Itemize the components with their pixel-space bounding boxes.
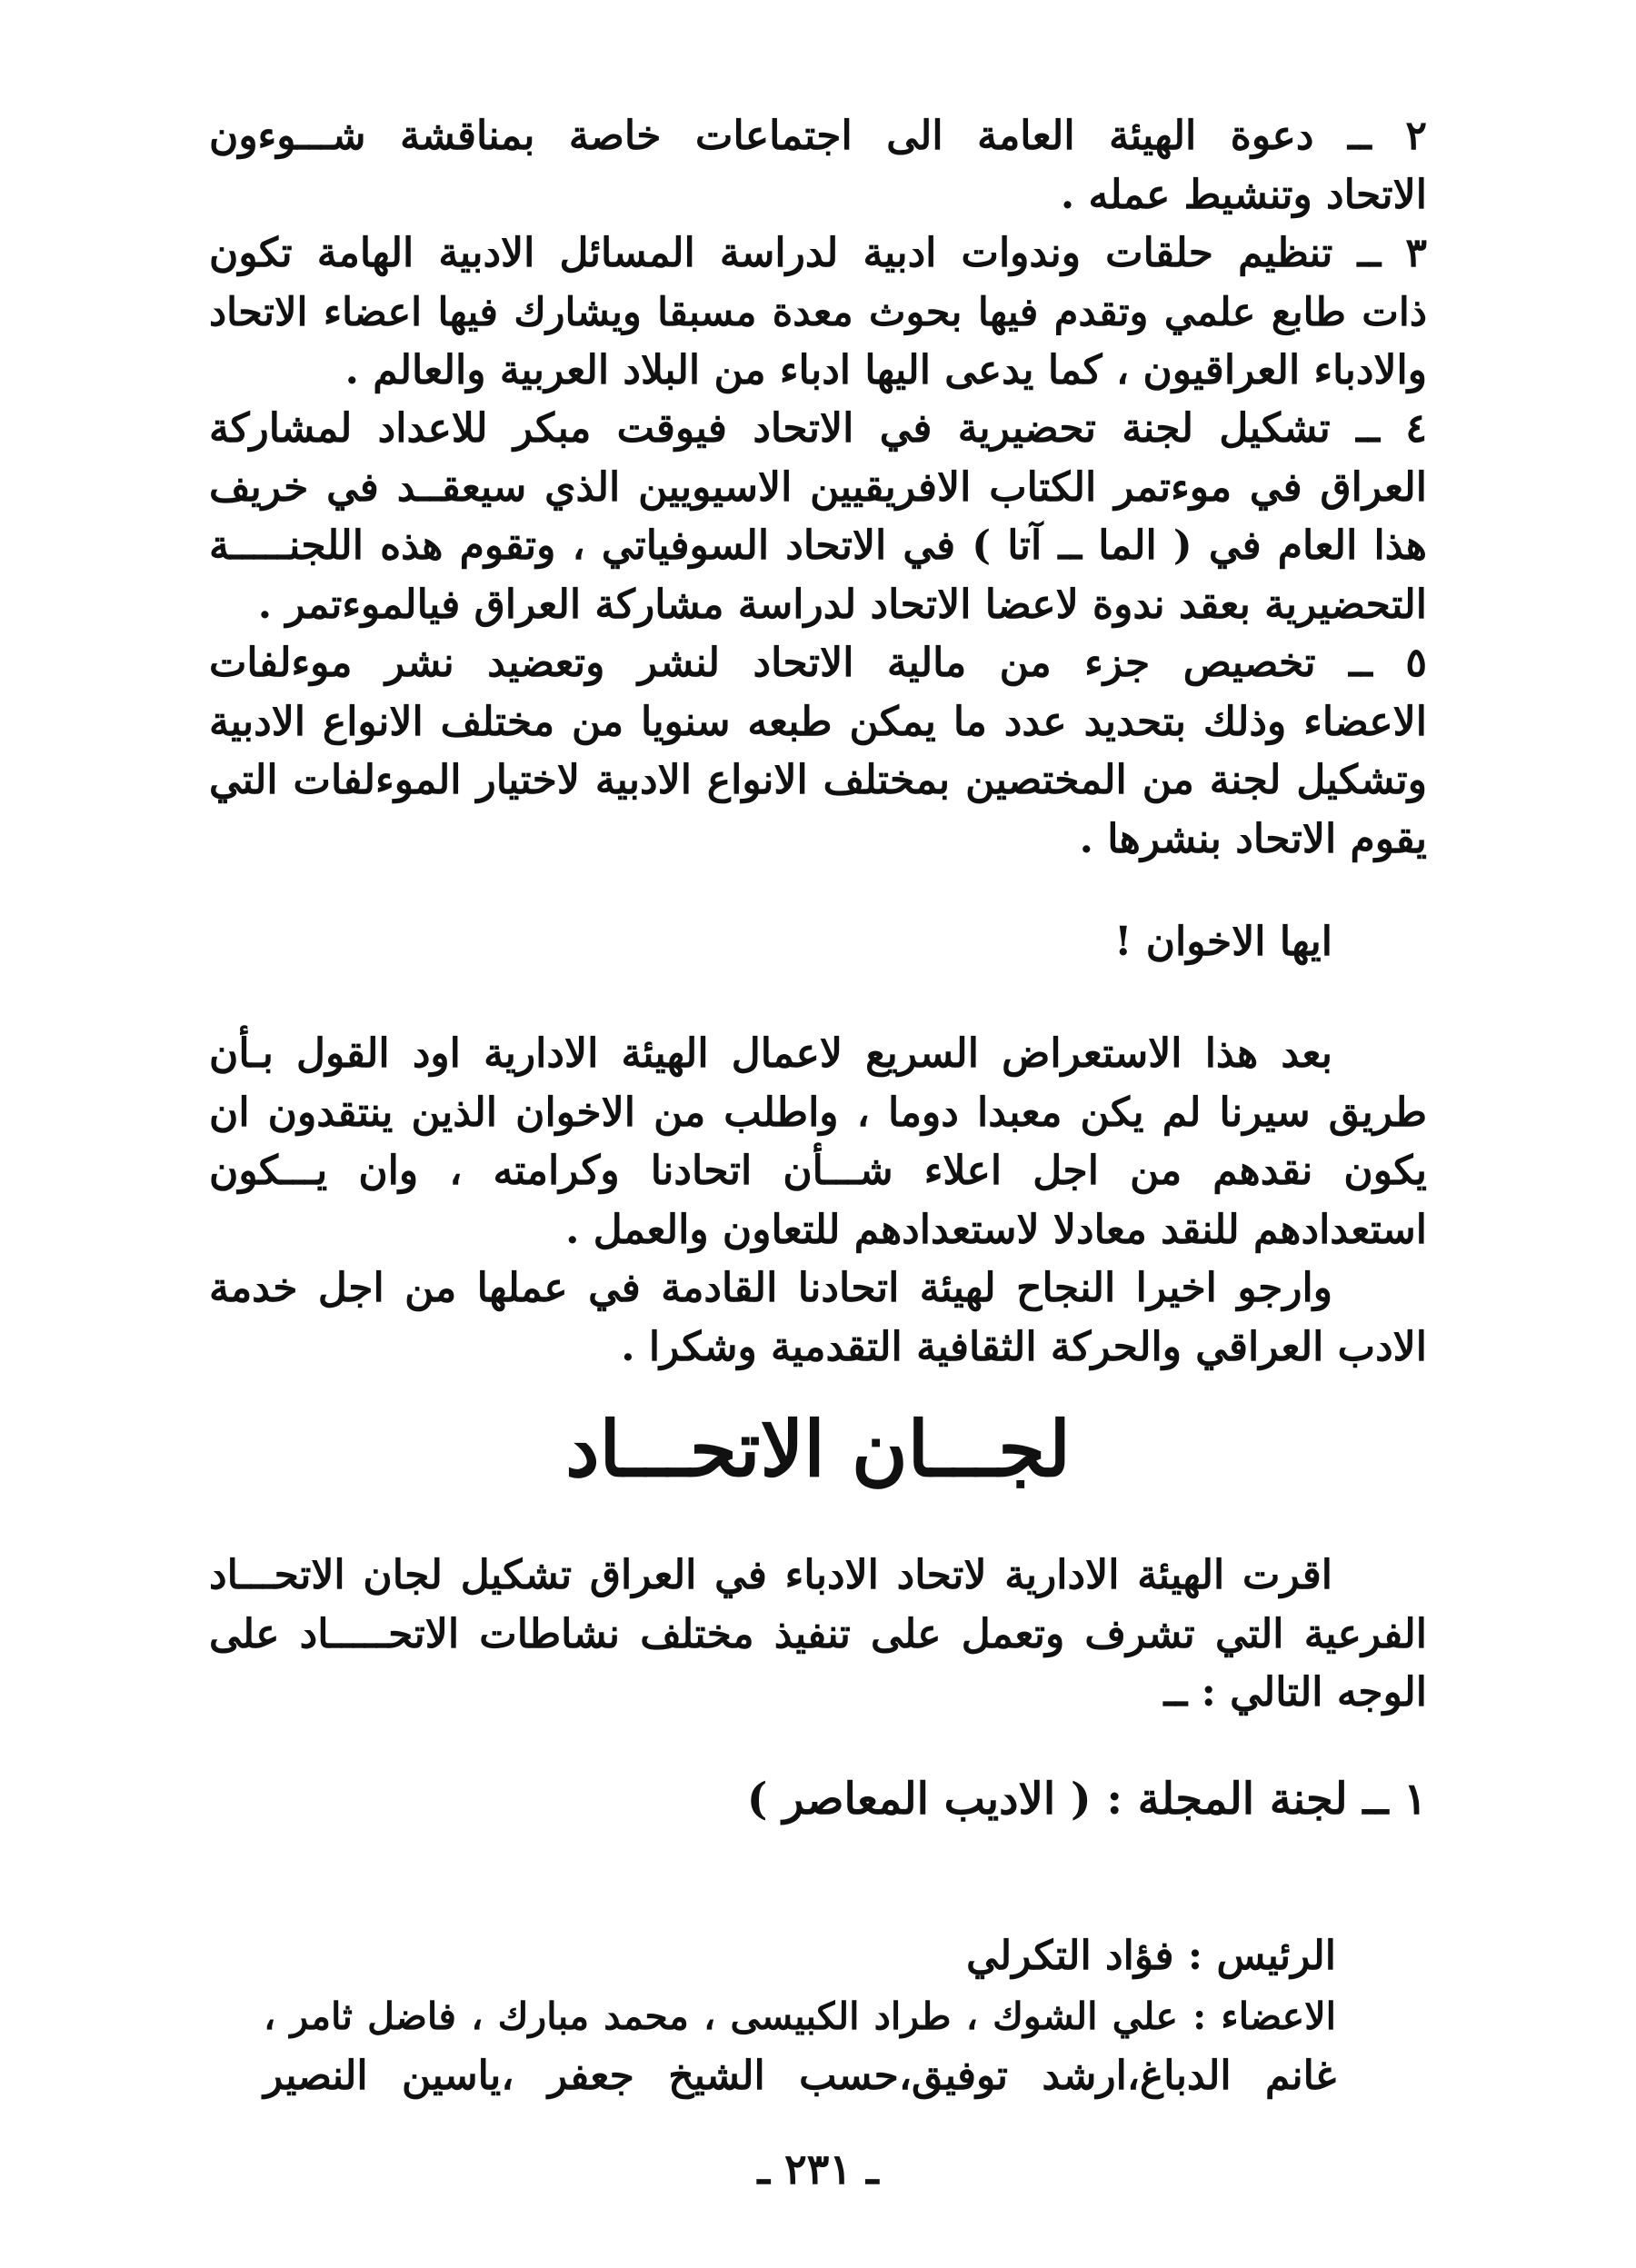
text-line: ذات طابع علمي وتقدم فيها بحوث معدة مسبقا ويشارك فيها اعضاء الاتحاد (209, 289, 1427, 335)
text-line: ٥ ــ تخصيص جزء من مالية الاتحاد لنشر وتعضيد نشر موءلفات (209, 640, 1427, 686)
point-5 (209, 634, 1427, 869)
committee-chair: الرئيس : فؤاد التكرلي (966, 1933, 1336, 1979)
text-line: بعد هذا الاستعراض السريع لاعمال الهيئة الادارية اود القول بـأن (209, 1030, 1332, 1077)
text-line: ٣ ــ تنظيم حلقات وندوات ادبية لدراسة المسائل الادبية الهامة تكون (209, 230, 1427, 276)
committee-title: ١ ــ لجنة المجلة : ( الاديب المعاصر ) (746, 1774, 1427, 1825)
text-line: الفرعية التي تشرف وتعمل على تنفيذ مختلف نشاطات الاتحـــــاد على (209, 1610, 1427, 1657)
text-line: استعدادهم للنقد معادلا لاستعدادهم للتعاون والعمل . (565, 1206, 1427, 1253)
text-line: الادب العراقي والحركة الثقافية التقدمية وشكرا . (621, 1323, 1427, 1370)
closing-paragraph-1 (209, 1025, 1427, 1259)
members-line: غانم الدباغ،ارشد توفيق،حسب الشيخ جعفر ،ياسين النصير (264, 2053, 1336, 2099)
salutation-text: ايها الاخوان ! (1114, 919, 1332, 965)
text-line: اقرت الهيئة الادارية لاتحاد الادباء في العراق تشكيل لجان الاتحـــاد (209, 1552, 1332, 1598)
text-line: طريق سيرنا لم يكن معبدا دوما ، واطلب من الاخوان الذين ينتقدون ان (209, 1089, 1427, 1136)
text-line: الاعضاء وذلك بتحديد عدد ما يمكن طبعه سنويا من مختلف الانواع الادبية (209, 698, 1427, 745)
committee-members (264, 1926, 1336, 2106)
section-heading: لجـــان الاتحـــاد (565, 1404, 1071, 1494)
text-line: الوجه التالي : ــ (1163, 1669, 1427, 1716)
text-line: العراق في موءتمر الكتاب الافريقيين الاسيويين الذي سيعقــد في خريف (209, 463, 1427, 511)
text-line: الاتحاد وتنشيط عمله . (1060, 171, 1427, 218)
text-line: ٤ ــ تشكيل لجنة تحضيرية في الاتحاد فيوقت مبكر للاعداد لمشاركة (209, 405, 1427, 452)
point-3 (209, 224, 1427, 401)
point-4 (209, 400, 1427, 634)
text-line: والادباء العراقيون ، كما يدعى اليها ادباء من البلاد العربية والعالم . (344, 347, 1427, 393)
text-line: يكون نقدهم من اجل اعلاء شـــأن اتحادنا وكرامته ، وان يـــكون (209, 1148, 1428, 1194)
members-line: الاعضاء : علي الشوك ، طراد الكبيسى ، محمد مبارك ، فاضل ثامر ، (264, 1994, 1336, 2038)
page-number: ـ ٢٣١ ـ (757, 2144, 879, 2193)
intro-paragraph (209, 1547, 1427, 1723)
text-line: ٢ ــ دعوة الهيئة العامة الى اجتماعات خاصة بمناقشة شـــوءون (209, 113, 1427, 159)
text-line: التحضيرية بعقد ندوة لاعضا الاتحاد لدراسة مشاركة العراق فيالموءتمر . (257, 581, 1427, 628)
closing-paragraph-2 (209, 1259, 1427, 1377)
text-line: وارجو اخيرا النجاح لهيئة اتحادنا القادمة في عملها من اجل خدمة (209, 1265, 1332, 1311)
text-line: يقوم الاتحاد بنشرها . (1079, 815, 1427, 862)
salutation (209, 913, 1427, 972)
point-2 (209, 107, 1427, 224)
text-line: وتشكيل لجنة من المختصين بمختلف الانواع الادبية لاختيار الموءلفات التي (209, 757, 1427, 803)
text-line: هذا العام في ( الما ــ آتا ) في الاتحاد السوفياتي ، وتقوم هذه اللجنـــــة (209, 522, 1427, 569)
